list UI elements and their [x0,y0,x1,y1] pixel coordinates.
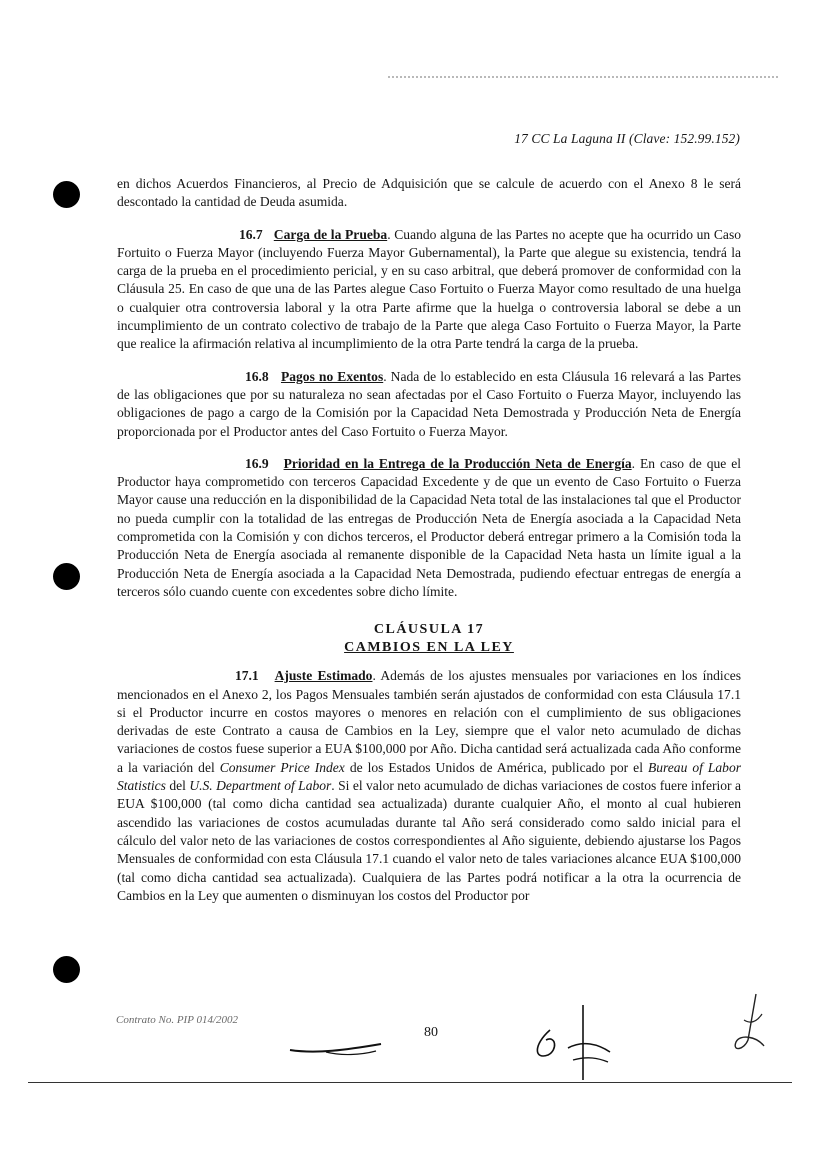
contract-number: Contrato No. PIP 014/2002 [116,1014,239,1026]
page-number: 80 [424,1025,438,1040]
section-number: 16.7 [239,226,263,242]
section-number: 16.8 [245,368,269,384]
section-text: . Además de los ajustes mensuales por variaciones en los índices mencionados en el Anexo 2, los Pagos Mensuales también serán ajustados de conformidad con esta Cláusula 17.1 si el Productor incurre en costos mayores o menores en relación con el cumplimiento de sus obligaciones derivadas de este Contrato a causa de Cambios en la Ley, siempre que el valor neto acumulado de dichas variaciones de costos fuese superior a EUA $100,000 por Año. Dicha cantidad será actualizada cada Año conforme a la variación del [117,668,741,775]
clause-heading [117,621,741,657]
section-text: de los Estados Unidos de América, publicado por el [344,759,648,775]
clause-number: CLÁUSULA 17 [373,622,485,638]
section-text: . En caso de que el Productor haya comprometido con terceros Capacidad Excedente y de que un evento de Caso Fortuito o Fuerza Mayor cause una reducción en la disponibilidad de la Capacidad Neta total de las instalaciones tal que el Productor no pueda cumplir con la totalidad de las entregas de Producción Neta de Energía asociada a la Capacidad Neta comprometida con la Comisión y con dichos terceros, el Productor deberá entregar primero a la Comisión toda la Producción Neta de Energía asociada al remanente disponible de la Capacidad Neta hasta un límite igual a la Producción Neta de Energía asociada a la Capacidad Neta Demostrada, pudiendo efectuar entregas de energía a terceros sólo cuando cuente con excedentes sobre dicho límite. [117,455,741,599]
section-text: . Si el valor neto acumulado de dichas variaciones de costos fuere inferior a EUA $100,000 (tal como dicha cantidad sea actualizada) durante cualquier Año, el monto al cual hubieren ascendido las variaciones de costos acumuladas durante tal Año será considerado como saldo inicial para el cálculo del valor neto de las variaciones de costos correspondientes al Año siguiente, debiendo ajustarse los Pagos Mensuales de conformidad con esta Cláusula 17.1 cuando el valor neto de tales variaciones alcance EUA $100,000 (tal como dicha cantidad sea actualizada). Cualquiera de las Partes podrá notificar a la otra la ocurrencia de Cambios en la Ley que aumenten o disminuyan los costos del Productor por [117,778,741,903]
paragraph-intro: en dichos Acuerdos Financieros, al Precio de Adquisición que se calcule de acuerdo con el Anexo 8 le será descontado la cantidad de Deuda asumida. [117,176,741,210]
signature-1 [286,1030,386,1060]
signature-3 [722,990,772,1065]
italic-term: Bureau of Labor Statistics [117,759,741,794]
section-title: Ajuste Estimado [274,668,373,684]
section-title: Pagos no Exentos [280,368,384,384]
document-body [117,175,741,919]
punch-hole [53,563,80,590]
section-number: 17.1 [235,668,259,684]
punch-hole [53,956,80,983]
section-text: . Cuando alguna de las Partes no acepte que ha ocurrido un Caso Fortuito o Fuerza Mayor (incluyendo Fuerza Mayor Gubernamental), la Parte que alegue su existencia, tendrá la carga de la prueba en el procedimiento pericial, y en su caso arbitral, que deberá promover de conformidad con la Cláusula 25. En caso de que una de las Partes alegue Caso Fortuito o Fuerza Mayor como resultado de una huelga o cualquier otra controversia laboral y la otra Parte afirme que la huelga o controversia laboral se debe a un incumplimiento de un contrato colectivo de trabajo de la Parte que alega Caso Fortuito o Fuerza Mayor, la Parte que realice la afirmación relativa al incumplimiento de la otra Parte tendrá la carga de la prueba. [117,226,741,352]
section-title: Prioridad en la Entrega de la Producción Neta de Energía [283,455,632,471]
clause-title: CAMBIOS EN LA LEY [344,640,514,656]
section-number: 16.9 [245,455,269,471]
running-header: 17 CC La Laguna II (Clave: 152.99.152) [514,131,740,146]
section-text: del [165,778,190,794]
section-16-8 [117,368,741,441]
section-16-9 [117,455,741,601]
section-17-1 [117,667,741,905]
italic-term: Consumer Price Index [219,759,345,775]
scan-artifact-line [388,76,778,78]
bottom-rule [28,1082,792,1083]
italic-term: U.S. Department of Labor [189,778,332,794]
signature-2 [528,1000,618,1085]
punch-hole [53,181,80,208]
section-title: Carga de la Prueba [273,226,388,242]
section-16-7 [117,226,741,354]
section-text: . Nada de lo establecido en esta Cláusula 16 relevará a las Partes de las obligaciones que por su naturaleza no sean afectadas por el Caso Fortuito o Fuerza Mayor, incluyendo las obligaciones de pago a cargo de la Comisión por la Capacidad Neta Demostrada y Producción Neta de Energía proporcionada por el Productor antes del Caso Fortuito o Fuerza Mayor. [117,368,741,439]
